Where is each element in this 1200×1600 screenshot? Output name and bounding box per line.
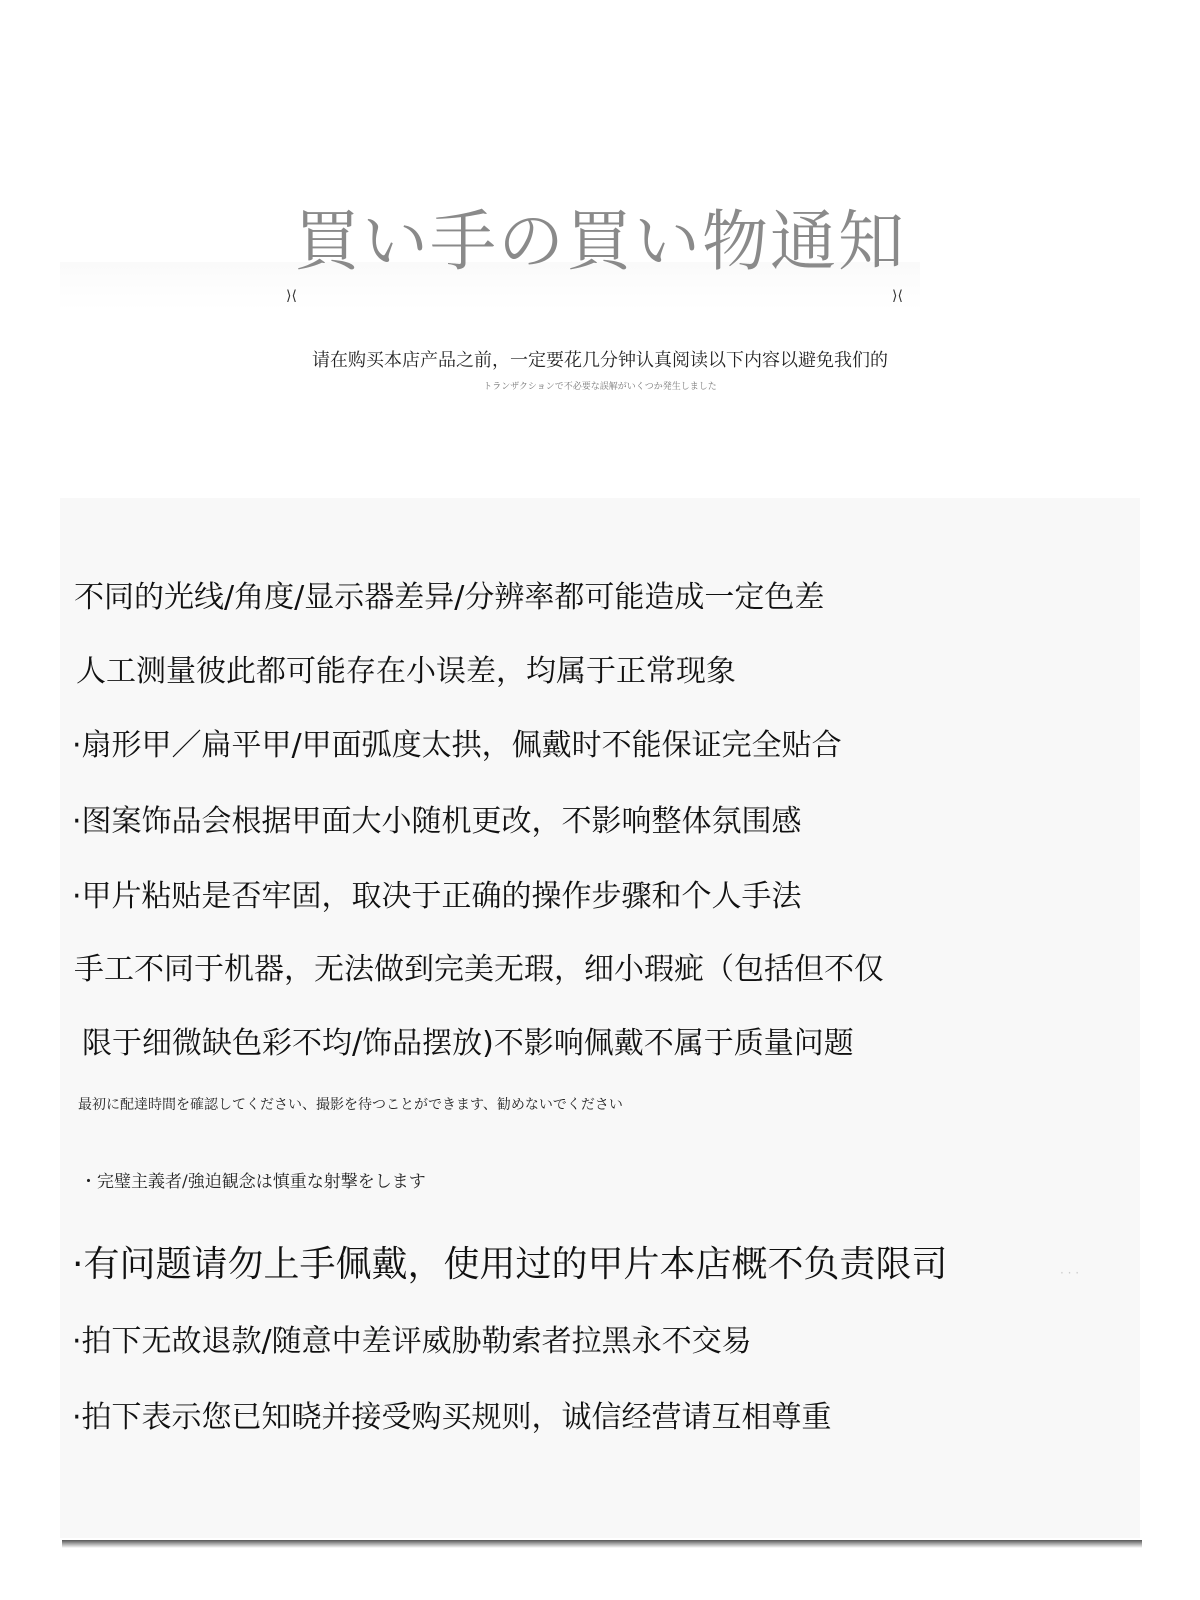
notice-line: 不同的光线/角度/显示器差异/分辨率都可能造成一定色差 (74, 580, 825, 615)
notice-line: ·拍下无故退款/随意中差评威胁勒索者拉黑永不交易 (72, 1324, 752, 1359)
decorative-mark-right: ⟩⟨ (892, 288, 903, 304)
notice-line: 手工不同于机器，无法做到完美无瑕，细小瑕疵（包括但不仅 (74, 952, 884, 987)
notice-line: 限于细微缺色彩不均/饰品摆放)不影响佩戴不属于质量问题 (82, 1026, 854, 1061)
notice-line: ·有问题请勿上手佩戴，使用过的甲片本店概不负责限司 (72, 1244, 948, 1285)
notice-line: 人工测量彼此都可能存在小误差，均属于正常现象 (76, 654, 736, 689)
decorative-dots: · · · (1060, 1266, 1080, 1280)
subtitle-japanese: トランザクションで不必要な誤解がいくつか発生しました (483, 382, 717, 392)
subtitle: 请在购买本店产品之前，一定要花几分钟认真阅读以下内容以避免我们的 (312, 350, 888, 371)
panel-shadow (62, 1540, 1142, 1548)
notice-line: ·图案饰品会根据甲面大小随机更改，不影响整体氛围感 (72, 804, 802, 839)
notice-line: ·拍下表示您已知晓并接受购买规则，诚信经营请互相尊重 (72, 1400, 832, 1435)
page-title: 買い手の買い物通知 (294, 203, 906, 280)
notice-line: ・完璧主義者/強迫観念は慎重な射撃をします (80, 1172, 426, 1192)
decorative-mark-left: ⟩⟨ (286, 288, 297, 304)
notice-line: ·甲片粘贴是否牢固，取决于正确的操作步骤和个人手法 (72, 879, 802, 914)
notice-line: ·扇形甲／扁平甲/甲面弧度太拱，佩戴时不能保证完全贴合 (72, 728, 842, 763)
notice-line: 最初に配達時間を確認してください、撮影を待つことができます、勧めないでください (78, 1097, 623, 1113)
